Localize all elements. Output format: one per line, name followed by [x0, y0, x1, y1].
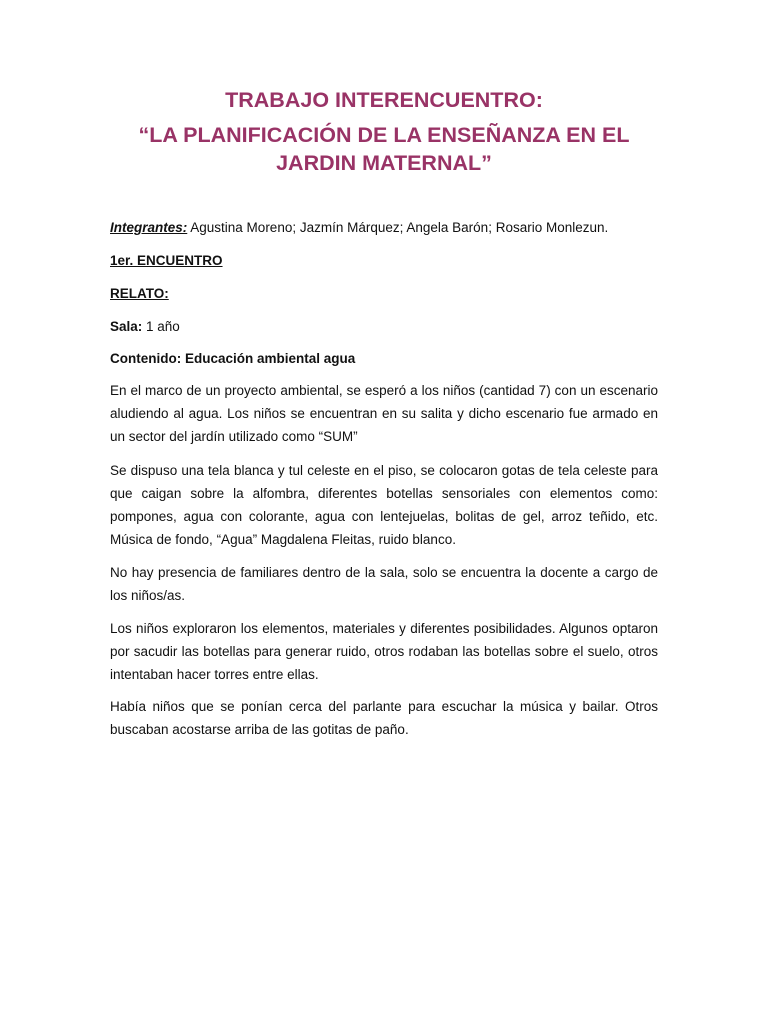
encuentro-heading [110, 249, 658, 272]
integrantes-label: Integrantes: [110, 220, 188, 235]
sala-value: 1 año [142, 319, 180, 334]
contenido-heading [110, 347, 658, 370]
contenido-heading-text: Contenido: Educación ambiental agua [110, 351, 356, 366]
encuentro-heading-text: 1er. ENCUENTRO [110, 253, 223, 268]
sala-line [110, 315, 658, 338]
paragraph-2: Se dispuso una tela blanca y tul celeste en el piso, se colocaron gotas de tela celeste para que caigan sobre la alfombra, diferentes botellas sensoriales con elementos como: pompones, agua con colorante, agua con lentejuelas, bolitas de gel, arroz teñido, etc. Música de fondo, “Agua” Magdalena Fleitas, ruido blanco. [110, 463, 658, 547]
sala-label: Sala: [110, 319, 143, 334]
relato-heading [110, 282, 658, 305]
paragraph-1: En el marco de un proyecto ambiental, se esperó a los niños (cantidad 7) con un escenario aludiendo al agua. Los niños se encuentran en su salita y dicho escenario fue armado en un sector del jardín utilizado como “SUM” [110, 383, 658, 444]
integrantes-line [110, 216, 658, 239]
title-line-2: “LA PLANIFICACIÓN DE LA ENSEÑANZA EN EL JARDIN MATERNAL” [138, 123, 630, 175]
title-line-1: TRABAJO INTERENCUENTRO: [225, 88, 543, 112]
paragraph-3: No hay presencia de familiares dentro de la sala, solo se encuentra la docente a cargo de los niños/as. [110, 565, 658, 603]
paragraph-5: Había niños que se ponían cerca del parlante para escuchar la música y bailar. Otros buscaban acostarse arriba de las gotitas de paño. [110, 699, 658, 737]
integrantes-value: Agustina Moreno; Jazmín Márquez; Angela Barón; Rosario Monlezun. [187, 220, 609, 235]
paragraph-4: Los niños exploraron los elementos, materiales y diferentes posibilidades. Algunos optaron por sacudir las botellas para generar ruido, otros rodaban las botellas sobre el suelo, otros intentaban hacer torres entre ellas. [110, 621, 658, 682]
relato-heading-text: RELATO: [110, 286, 169, 301]
